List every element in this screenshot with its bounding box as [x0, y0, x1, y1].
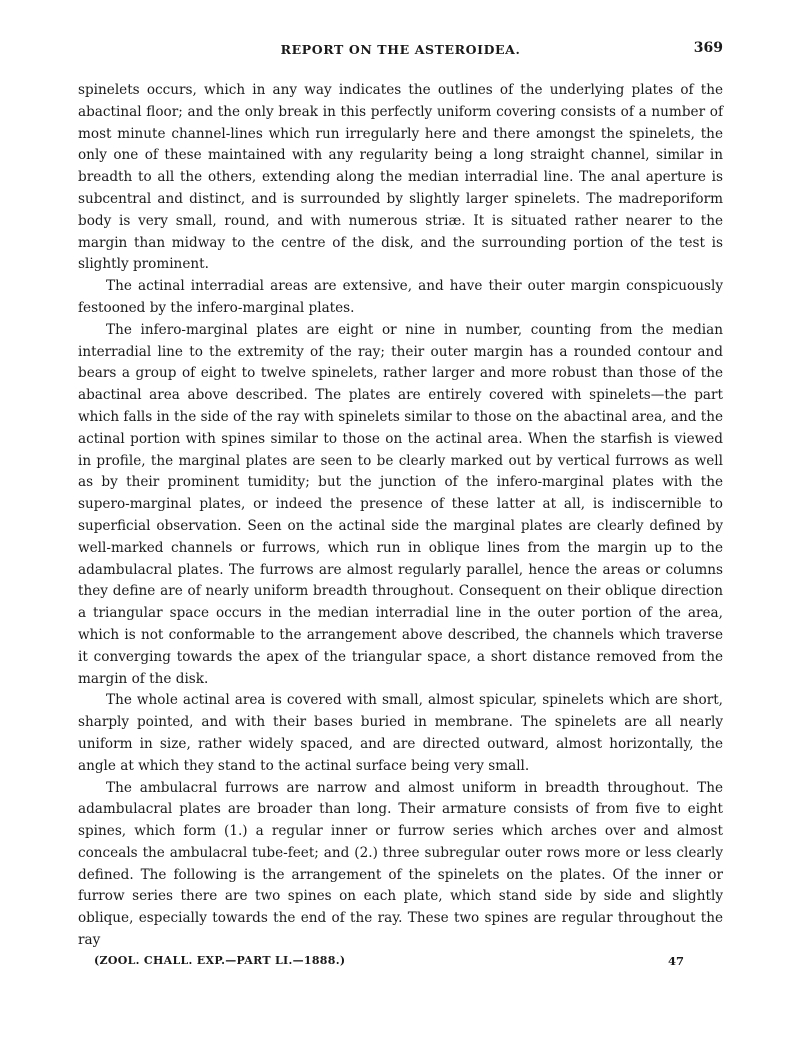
footer	[78, 954, 723, 972]
signature-line: (ZOOL. CHALL. EXP.—PART LI.—1888.)	[94, 953, 346, 967]
paragraph-actinal-spinelets: The whole actinal area is covered with small, almost spicular, spinelets which are short, sharply pointed, and with their bases buried in membrane. The spinelets are all nearly uniform in size, rather widely spaced, and are directed outward, almost horizontally, the angle at which they stand to the actinal surface being very small.	[78, 692, 723, 774]
page-number: 369	[693, 40, 723, 56]
paragraph-ambulacral-furrows: The ambulacral furrows are narrow and almost uniform in breadth throughout. The adambulacral plates are broader than long. Their armature consists of from five to eight spines, which form (1.) a regular inner or furrow series which arches over and almost conceals the ambulacral tube-feet; and (2.) three subregular outer rows more or less clearly defined. The following is the arrangement of the spinelets on the plates. Of the inner or furrow series there are two spines on each plate, which stand side by side and slightly oblique, especially towards the end of the ray. These two spines are regular throughout the ray	[78, 779, 723, 949]
running-head	[78, 40, 723, 64]
paragraph-continued: spinelets occurs, which in any way indicates the outlines of the underlying plates of the abactinal floor; and the only break in this perfectly uniform covering consists of a number of most minute channel-lines which run irregularly here and there amongst the spinelets, the only one of these maintained with any regularity being a long straight channel, similar in breadth to all the others, extending along the median interradial line. The anal aperture is subcentral and distinct, and is surrounded by slightly larger spinelets. The madreporiform body is very small, round, and with numerous striæ. It is situated rather nearer to the margin than midway to the centre of the disk, and the surrounding portion of the test is slightly prominent.	[78, 82, 723, 273]
paragraph-infero-marginal-plates: The infero-marginal plates are eight or nine in number, counting from the median interradial line to the extremity of the ray; their outer margin has a rounded contour and bears a group of eight to twelve spinelets, rather larger and more robust than those of the abactinal area above described. The plates are entirely covered with spinelets—the part which falls in the side of the ray with spinelets similar to those on the abactinal area, and the actinal portion with spines similar to those on the actinal area. When the starfish is viewed in profile, the marginal plates are seen to be clearly marked out by vertical furrows as well as by their prominent tumidity; but the junction of the infero-marginal plates with the supero-marginal plates, or indeed the presence of these latter at all, is indiscernible to superficial observation. Seen on the actinal side the marginal plates are clearly defined by well-marked channels or furrows, which run in oblique lines from the margin up to the adambulacral plates. The furrows are almost regularly parallel, hence the areas or columns they define are of nearly uniform breadth throughout. Consequent on their oblique direction a triangular space occurs in the median interradial line in the outer portion of the area, which is not conformable to the arrangement above described, the channels which traverse it converging towards the apex of the triangular space, a short distance removed from the margin of the disk.	[78, 321, 723, 687]
page	[78, 40, 723, 972]
paragraph-actinal-areas: The actinal interradial areas are extensive, and have their outer margin conspicuously festooned by the infero-marginal plates.	[78, 278, 723, 316]
body-text	[78, 80, 723, 952]
running-title: REPORT ON THE ASTEROIDEA.	[280, 42, 521, 57]
sheet-number: 47	[668, 953, 685, 968]
